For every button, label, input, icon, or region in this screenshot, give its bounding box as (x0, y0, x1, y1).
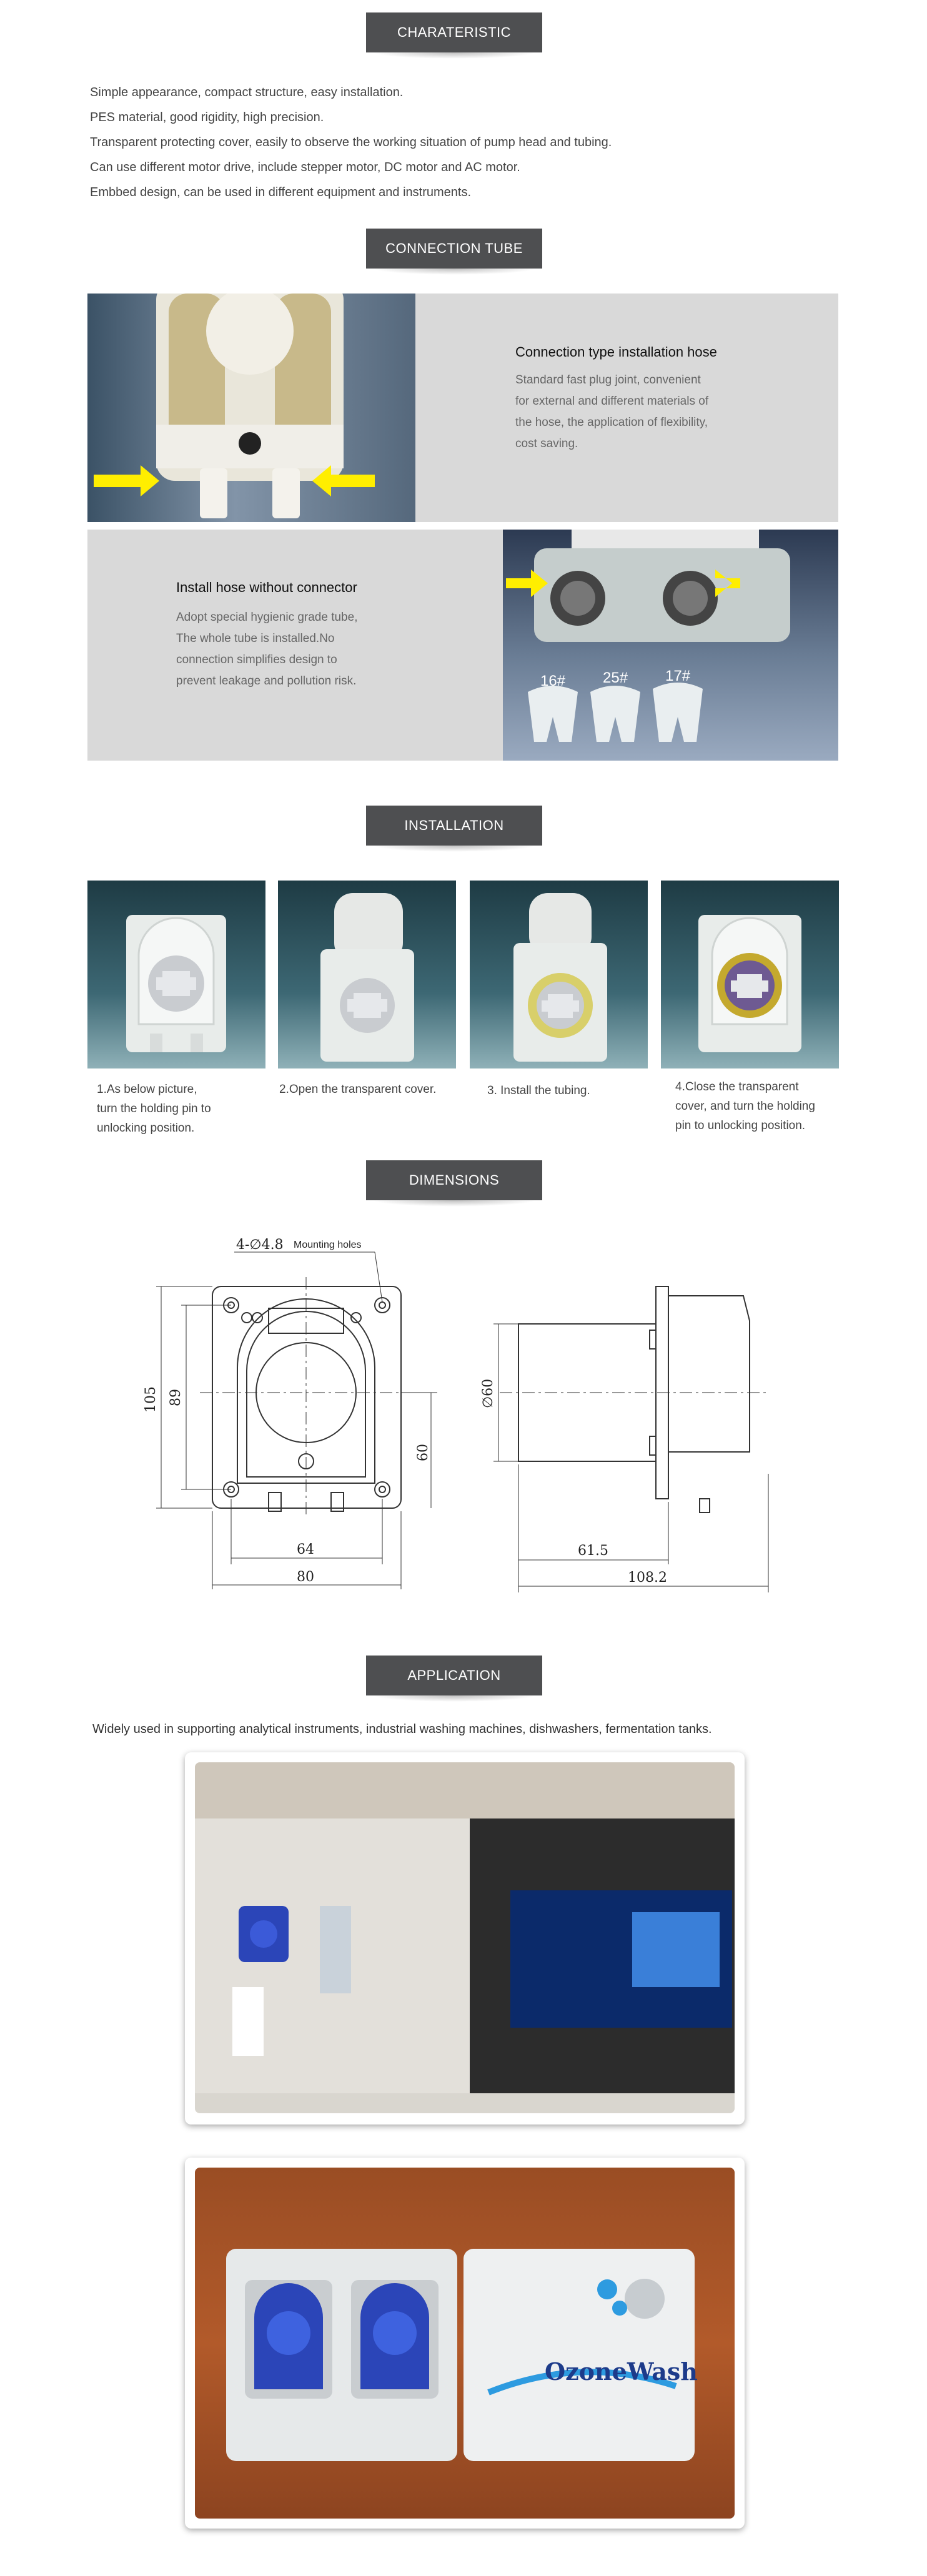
text-line: Adopt special hygienic grade tube, (176, 611, 358, 624)
caption-line: cover, and turn the holding (675, 1100, 815, 1113)
caption-line: turn the holding pin to (97, 1102, 211, 1115)
tube-connectors-photo (503, 530, 838, 761)
ozonewash-photo (195, 2168, 735, 2519)
caption-line: pin to unlocking position. (675, 1119, 806, 1132)
dim-diameter-60: ∅60 (480, 1378, 496, 1408)
install-step-3-caption (487, 1081, 590, 1100)
feature-item: Embbed design, can be used in different equipment and instruments. (90, 185, 472, 199)
text-line: Standard fast plug joint, convenient (515, 373, 701, 387)
install-step-1-caption (97, 1080, 211, 1138)
application-photo-1-frame (185, 1752, 745, 2124)
pump-connector-photo (87, 294, 415, 522)
caption-line: 2.Open the transparent cover. (279, 1083, 437, 1096)
connection-tube-header: CONNECTION TUBE (366, 229, 542, 269)
dimensions-header: DIMENSIONS (366, 1160, 542, 1200)
text-line: cost saving. (515, 437, 578, 450)
application-header: APPLICATION (366, 1656, 542, 1695)
text-line: for external and different materials of (515, 395, 709, 408)
install-step-4-image (661, 881, 839, 1068)
feature-list (90, 80, 612, 205)
install-step-2-caption (279, 1080, 436, 1099)
caption-line: unlocking position. (97, 1122, 195, 1135)
install-step-2-image (278, 881, 456, 1068)
install-step-1-image (87, 881, 265, 1068)
installation-header: INSTALLATION (366, 806, 542, 846)
dim-89: 89 (168, 1389, 184, 1406)
dim-80: 80 (297, 1569, 314, 1585)
holes-note: Mounting holes (294, 1240, 362, 1250)
caption-line: 1.As below picture, (97, 1083, 197, 1096)
connector-label: 16# (540, 673, 566, 689)
text-line: the hose, the application of flexibility, (515, 416, 708, 429)
dim-108-2: 108.2 (628, 1570, 667, 1586)
text-line: prevent leakage and pollution risk. (176, 674, 357, 688)
dimension-drawing (0, 1224, 927, 1611)
dim-64: 64 (297, 1542, 314, 1557)
text-line: The whole tube is installed.No (176, 632, 335, 645)
text-line: connection simplifies design to (176, 653, 337, 666)
characteristic-header: CHARATERISTIC (366, 12, 542, 52)
dim-105: 105 (143, 1386, 159, 1413)
caption-line: 4.Close the transparent (675, 1080, 799, 1093)
ozonewash-brand: OzoneWash (545, 2357, 698, 2386)
caption-line: 3. Install the tubing. (487, 1084, 590, 1097)
connection-type-text (515, 370, 708, 455)
connector-label: 17# (665, 668, 691, 684)
instrument-photo (195, 1762, 735, 2113)
feature-item: PES material, good rigidity, high precision. (90, 111, 324, 124)
feature-item: Simple appearance, compact structure, easy installation. (90, 86, 404, 99)
holes-label: 4-∅4.8 (236, 1237, 284, 1253)
connection-type-title: Connection type installation hose (515, 344, 717, 360)
application-photo-2-frame (185, 2158, 745, 2529)
dim-60: 60 (415, 1444, 431, 1461)
install-step-3-image (470, 881, 648, 1068)
dim-61-5: 61.5 (578, 1543, 608, 1559)
no-connector-title: Install hose without connector (176, 580, 357, 595)
connector-label: 25# (603, 669, 628, 686)
install-step-4-caption (675, 1077, 815, 1135)
feature-item: Transparent protecting cover, easily to observe the working situation of pump head and tubing. (90, 136, 612, 149)
no-connector-text (176, 607, 357, 692)
feature-item: Can use different motor drive, include stepper motor, DC motor and AC motor. (90, 160, 520, 174)
application-text: Widely used in supporting analytical instruments, industrial washing machines, dishwashers, fermentation tanks. (92, 1722, 712, 1736)
